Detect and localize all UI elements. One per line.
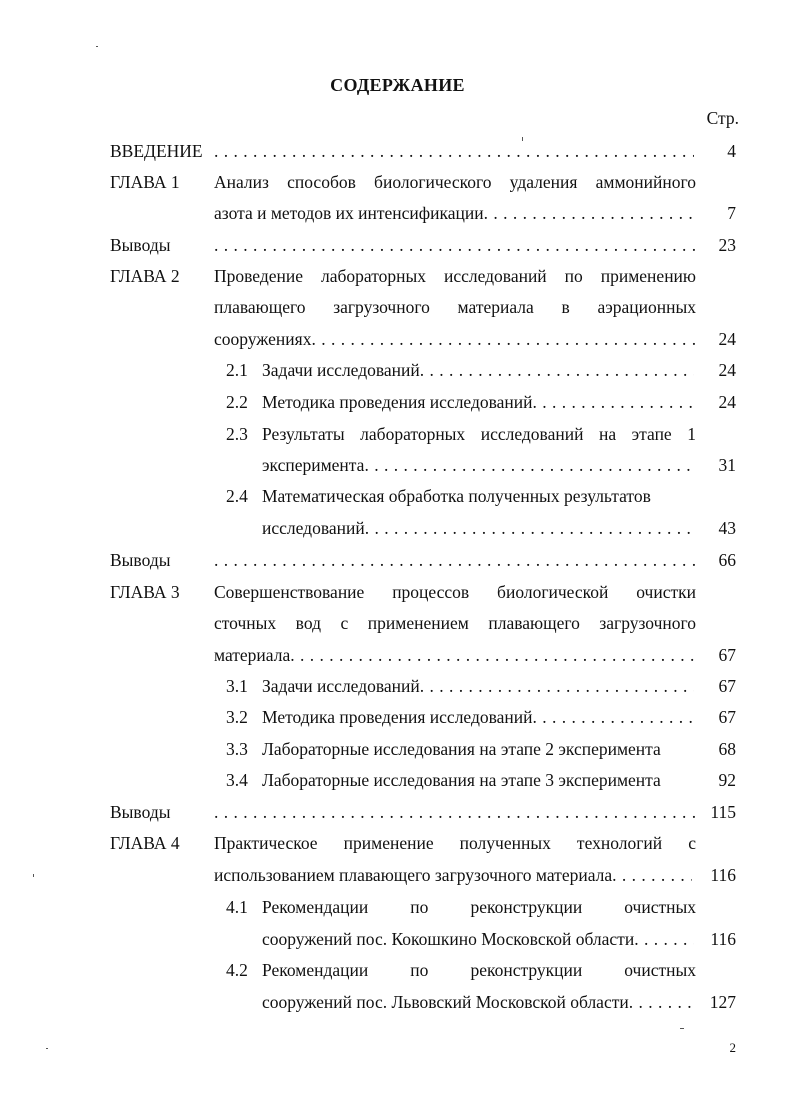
toc-text: азота и методов их интенсификации — [214, 203, 484, 223]
toc-leader — [365, 518, 694, 539]
toc-line-2-2 — [262, 392, 694, 413]
toc-label-chapter-1: ГЛАВА 1 — [110, 172, 180, 192]
toc-page-2-4: 43 — [718, 518, 736, 538]
scan-speck — [522, 137, 523, 141]
toc-page-chapter-1: 7 — [727, 203, 736, 223]
toc-number-3-2: 3.2 — [226, 707, 248, 727]
toc-text: Задачи исследований — [262, 360, 420, 380]
toc-text-2-4: Математическая обработка полученных результатов — [262, 486, 651, 506]
toc-leader — [364, 455, 694, 476]
toc-text-chapter-3: сточных вод с применением плавающего загрузочного — [214, 613, 696, 633]
toc-number-4-1: 4.1 — [226, 897, 248, 917]
toc-text: сооружениях — [214, 329, 312, 349]
toc-line-2-1 — [262, 360, 694, 381]
scan-speck — [33, 874, 34, 877]
page-title: СОДЕРЖАНИЕ — [330, 75, 465, 95]
toc-leader — [533, 707, 694, 728]
toc-leader — [214, 141, 694, 162]
toc-page-2-3: 31 — [718, 455, 736, 475]
toc-page-chapter-3: 67 — [718, 645, 736, 665]
toc-leader — [311, 329, 696, 350]
toc-page-intro: 4 — [727, 141, 736, 161]
toc-leader — [634, 929, 694, 950]
toc-text-3-4: Лабораторные исследования на этапе 3 эксперимента — [262, 770, 661, 790]
toc-text-chapter-2: Проведение лабораторных исследований по применению — [214, 266, 696, 286]
toc-number-2-2: 2.2 — [226, 392, 248, 412]
toc-text: использованием плавающего загрузочного материала — [214, 865, 613, 885]
toc-leader — [484, 203, 696, 224]
toc-text-chapter-1: Анализ способов биологического удаления аммонийного — [214, 172, 696, 192]
toc-page-2-1: 24 — [718, 360, 736, 380]
toc-text: Методика проведения исследований — [262, 392, 533, 412]
toc-line-chapter-4 — [214, 865, 692, 886]
toc-number-3-4: 3.4 — [226, 770, 248, 790]
toc-page-conclusions-2: 66 — [718, 550, 736, 570]
toc-line-chapter-2 — [214, 329, 696, 350]
toc-leader — [214, 235, 696, 256]
toc-line-3-2 — [262, 707, 694, 728]
toc-leader — [420, 360, 694, 381]
toc-page-conclusions-1: 23 — [718, 235, 736, 255]
toc-text: материала — [214, 645, 291, 665]
toc-page-3-3: 68 — [718, 739, 736, 759]
scan-speck — [46, 1048, 48, 1049]
page-column-header: Стр. — [706, 108, 739, 128]
toc-number-3-3: 3.3 — [226, 739, 248, 759]
toc-page-conclusions-3: 115 — [710, 802, 736, 822]
toc-label-intro: ВВЕДЕНИЕ — [110, 141, 203, 161]
toc-leader — [533, 392, 694, 413]
toc-label-conclusions-2: Выводы — [110, 550, 171, 570]
toc-page-4-2: 127 — [709, 992, 736, 1012]
toc-text: Методика проведения исследований — [262, 707, 533, 727]
toc-leader — [214, 550, 696, 571]
toc-text: сооружений пос. Львовский Московской области — [262, 992, 629, 1012]
page-number: 2 — [729, 1040, 736, 1055]
toc-number-4-2: 4.2 — [226, 960, 248, 980]
toc-page-chapter-4: 116 — [710, 865, 736, 885]
toc-number-2-1: 2.1 — [226, 360, 248, 380]
toc-leader — [612, 865, 692, 886]
toc-leader — [214, 802, 696, 823]
toc-text-chapter-3: Совершенствование процессов биологической очистки — [214, 582, 696, 602]
toc-leader — [629, 992, 694, 1013]
toc-text-4-2: Рекомендации по реконструкции очистных — [262, 960, 696, 980]
toc-line-4-2 — [262, 992, 694, 1013]
toc-text-2-3: Результаты лабораторных исследований на этапе 1 — [262, 424, 696, 444]
toc-page-2-2: 24 — [718, 392, 736, 412]
toc-text-3-3: Лабораторные исследования на этапе 2 эксперимента — [262, 739, 661, 759]
toc-label-chapter-3: ГЛАВА 3 — [110, 582, 180, 602]
toc-text: эксперимента — [262, 455, 365, 475]
toc-number-3-1: 3.1 — [226, 676, 248, 696]
scan-speck — [96, 46, 98, 47]
toc-text-chapter-4: Практическое применение полученных технологий с — [214, 833, 696, 853]
toc-line-2-4 — [262, 518, 694, 539]
toc-label-conclusions-3: Выводы — [110, 802, 171, 822]
toc-line-chapter-3 — [214, 645, 694, 666]
toc-number-2-3: 2.3 — [226, 424, 248, 444]
toc-line-chapter-1 — [214, 203, 696, 224]
toc-text: сооружений пос. Кокошкино Московской области — [262, 929, 635, 949]
toc-page-3-1: 67 — [718, 676, 736, 696]
toc-number-2-4: 2.4 — [226, 486, 248, 506]
toc-text-chapter-2: плавающего загрузочного материала в аэрационных — [214, 297, 696, 317]
toc-text: исследований — [262, 518, 365, 538]
toc-leader — [290, 645, 694, 666]
toc-line-3-1 — [262, 676, 694, 697]
toc-page-3-4: 92 — [718, 770, 736, 790]
toc-line-4-1 — [262, 929, 694, 950]
toc-text: Задачи исследований — [262, 676, 420, 696]
toc-label-conclusions-1: Выводы — [110, 235, 171, 255]
toc-line-2-3 — [262, 455, 694, 476]
toc-leader — [420, 676, 694, 697]
toc-text-4-1: Рекомендации по реконструкции очистных — [262, 897, 696, 917]
toc-label-chapter-4: ГЛАВА 4 — [110, 833, 180, 853]
toc-page-chapter-2: 24 — [718, 329, 736, 349]
toc-label-chapter-2: ГЛАВА 2 — [110, 266, 180, 286]
toc-page-3-2: 67 — [718, 707, 736, 727]
toc-page-4-1: 116 — [710, 929, 736, 949]
scan-speck — [680, 1028, 684, 1029]
